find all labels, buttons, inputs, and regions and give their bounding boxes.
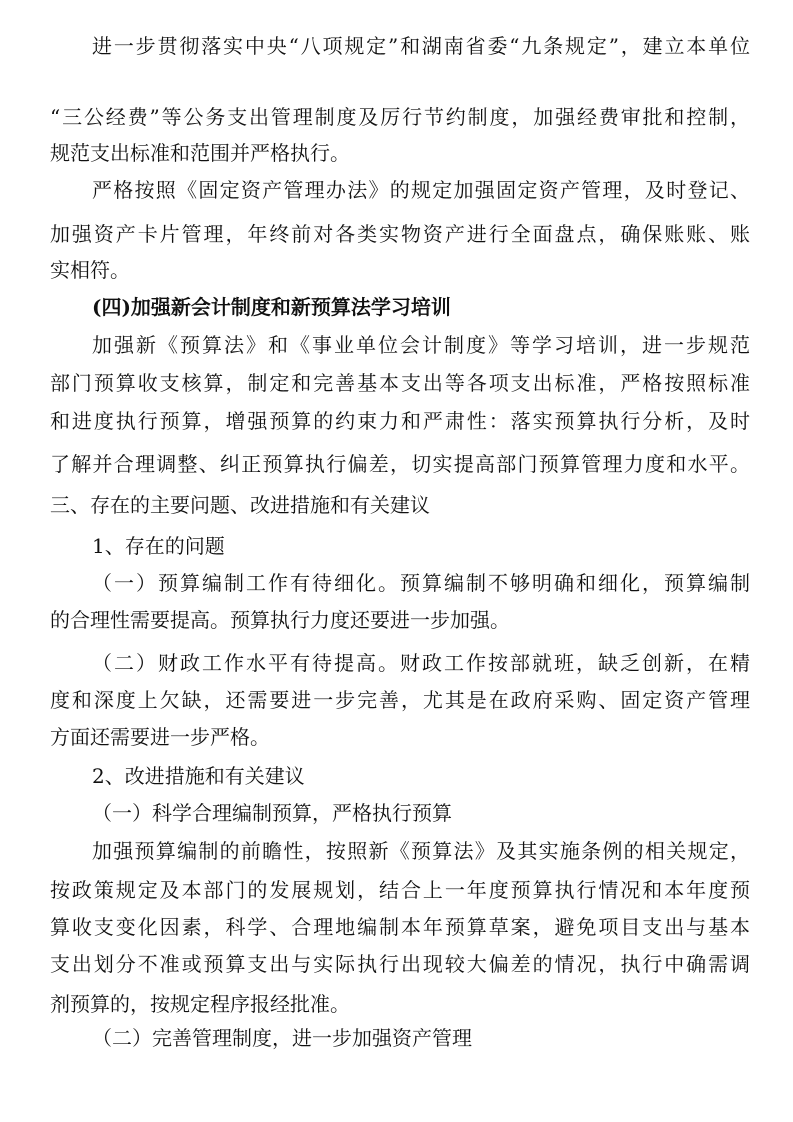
paragraph-line: 的合理性需要提高。预算执行力度还要进一步加强。 — [50, 608, 510, 632]
paragraph-line: 实相符。 — [50, 258, 130, 282]
section-heading: (四)加强新会计制度和新预算法学习培训 — [92, 295, 451, 319]
paragraph-line: “三公经费”等公务支出管理制度及厉行节约制度，加强经费审批和控制， — [50, 105, 750, 129]
paragraph-line: 加强资产卡片管理，年终前对各类实物资产进行全面盘点，确保账账、账 — [50, 222, 750, 246]
paragraph-line: 进一步贯彻落实中央“八项规定”和湖南省委“九条规定”，建立本单位 — [92, 34, 750, 58]
paragraph-line: 按政策规定及本部门的发展规划，结合上一年度预算执行情况和本年度预 — [50, 878, 750, 902]
paragraph-line: 和进度执行预算，增强预算的约束力和严肃性：落实预算执行分析，及时 — [50, 409, 750, 433]
paragraph-line: 部门预算收支核算，制定和完善基本支出等各项支出标准，严格按照标准 — [50, 371, 750, 395]
paragraph-line: 规范支出标准和范围并严格执行。 — [50, 141, 350, 165]
subsection-heading: （一）科学合理编制预算，严格执行预算 — [92, 801, 452, 825]
paragraph-line: 了解并合理调整、纠正预算执行偏差，切实提高部门预算管理力度和水平。 — [50, 452, 750, 476]
paragraph-line: 加强新《预算法》和《事业单位会计制度》等学习培训，进一步规范 — [92, 333, 750, 357]
subsection-heading: 2、改进措施和有关建议 — [92, 764, 305, 788]
paragraph-line: 算收支变化因素，科学、合理地编制本年预算草案，避免项目支出与基本 — [50, 915, 750, 939]
paragraph-line: 加强预算编制的前瞻性，按照新《预算法》及其实施条例的相关规定， — [92, 839, 750, 863]
subsection-heading: 1、存在的问题 — [92, 534, 225, 558]
paragraph-line: 度和深度上欠缺，还需要进一步完善，尤其是在政府采购、固定资产管理 — [50, 688, 750, 712]
subsection-heading: （二）完善管理制度，进一步加强资产管理 — [92, 1026, 472, 1050]
paragraph-line: 方面还需要进一步严格。 — [50, 725, 270, 749]
paragraph-line: （一）预算编制工作有待细化。预算编制不够明确和细化，预算编制 — [92, 571, 750, 595]
paragraph-line: 剂预算的，按规定程序报经批准。 — [50, 992, 350, 1016]
paragraph-line: （二）财政工作水平有待提高。财政工作按部就班，缺乏创新，在精 — [92, 651, 750, 675]
section-heading: 三、存在的主要问题、改进措施和有关建议 — [50, 493, 430, 517]
paragraph-line: 支出划分不准或预算支出与实际执行出现较大偏差的情况，执行中确需调 — [50, 952, 750, 976]
paragraph-line: 严格按照《固定资产管理办法》的规定加强固定资产管理，及时登记、 — [92, 178, 750, 202]
